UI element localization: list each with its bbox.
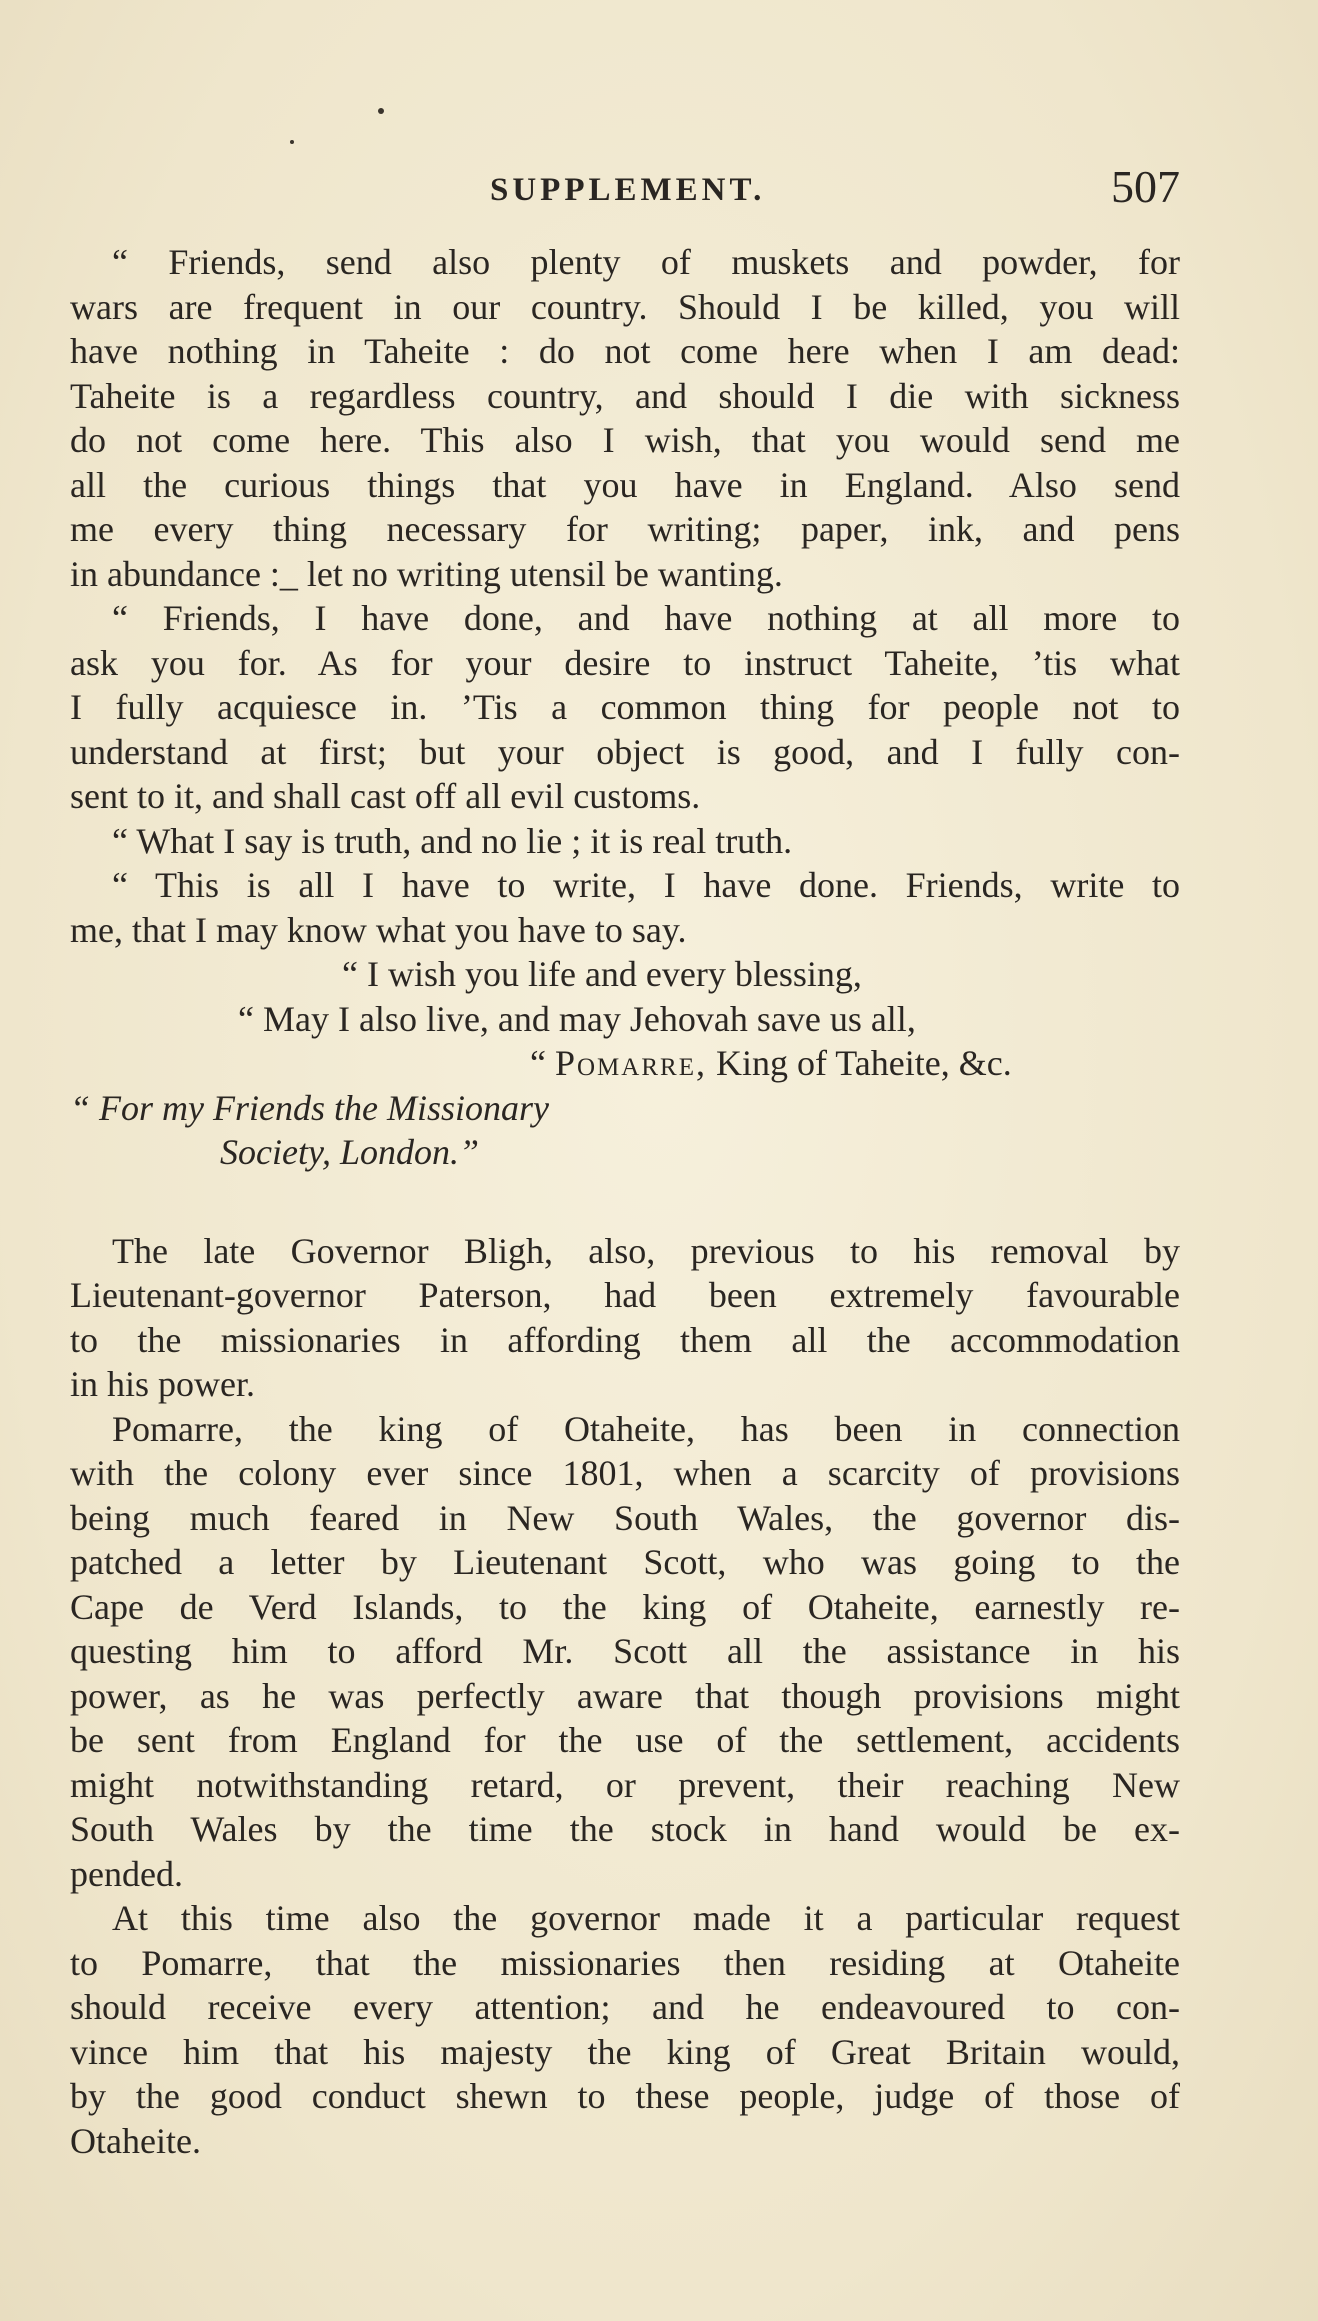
letter-address-2: Society, London.” [220,1132,479,1172]
text-line: “ Friends, send also plenty of muskets and powder, for [112,242,1180,282]
text-line: to the missionaries in affording them all the accommodation [70,1319,1180,1360]
text-line: should receive every attention; and he endeavoured to con- [70,1987,1180,2027]
text-line: have nothing in Taheite : do not come here when I am dead: [70,331,1180,371]
text-line: “ Friends, I have done, and have nothing at all more to [112,598,1180,638]
text-line: Taheite is a regardless country, and should I die with sickness [70,375,1180,416]
letter-signature [70,1041,1180,1086]
letter-paragraph-1 [70,240,1180,596]
text-line: Lieutenant-governor Paterson, had been extremely favourable [70,1275,1180,1315]
text-line: Pomarre, the king of Otaheite, has been in connection [112,1408,1180,1449]
signature-name: Pomarre, [554,1043,707,1083]
narrative-paragraph-1 [70,1229,1180,1407]
closing-wish-1: “ I wish you life and every blessing, [342,954,862,994]
text-line: pended. [70,1853,183,1894]
text-line: At this time also the governor made it a particular request [112,1898,1180,1938]
text-line: patched a letter by Lieutenant Scott, who was going to the [70,1542,1180,1582]
text-line: with the colony ever since 1801, when a scarcity of provisions [70,1453,1180,1493]
text-line: vince him that his majesty the king of Great Britain would, [70,2031,1180,2072]
letter-paragraph-3: “ What I say is truth, and no lie ; it is real truth. [112,820,793,861]
letter-address-1: “ For my Friends the Missionary [70,1087,549,1128]
text-line: might notwithstanding retard, or prevent, their reaching New [70,1764,1180,1805]
text-line: Cape de Verd Islands, to the king of Otaheite, earnestly re- [70,1586,1180,1627]
text-line: all the curious things that you have in England. Also send [70,464,1180,505]
narrative-paragraph-3 [70,1896,1180,2163]
signature-quote: “ [530,1043,546,1083]
narrative-paragraph-2 [70,1407,1180,1897]
ink-speck [290,140,294,144]
running-head: SUPPLEMENT. [490,172,766,208]
text-line: The late Governor Bligh, also, previous to his removal by [112,1230,1180,1271]
text-line: understand at first; but your object is good, and I fully con- [70,731,1180,772]
section-gap [70,1175,1180,1229]
text-line: I fully acquiesce in. ’Tis a common thing for people not to [70,687,1180,727]
text-line: wars are frequent in our country. Should I be killed, you will [70,286,1180,327]
text-line: me every thing necessary for writing; paper, ink, and pens [70,509,1180,549]
text-line: in his power. [70,1364,255,1404]
ink-speck [378,108,384,114]
text-line: by the good conduct shewn to these people, judge of those of [70,2076,1180,2116]
text-line: sent to it, and shall cast off all evil customs. [70,776,701,816]
text-line: me, that I may know what you have to say. [70,909,687,950]
text-line: do not come here. This also I wish, that you would send me [70,420,1180,460]
letter-paragraph-2 [70,596,1180,819]
text-line: to Pomarre, that the missionaries then residing at Otaheite [70,1942,1180,1983]
text-line: power, as he was perfectly aware that though provisions might [70,1675,1180,1716]
text-line: be sent from England for the use of the settlement, accidents [70,1720,1180,1760]
text-line: being much feared in New South Wales, the governor dis- [70,1497,1180,1538]
page-body [70,240,1180,2163]
closing-wish-2: “ May I also live, and may Jehovah save us all, [238,998,916,1039]
text-line: ask you for. As for your desire to instruct Taheite, ’tis what [70,642,1180,683]
signature-title: King of Taheite, &c. [715,1043,1012,1083]
text-line: questing him to afford Mr. Scott all the assistance in his [70,1631,1180,1671]
page-header [70,160,1180,220]
text-line: Otaheite. [70,2120,201,2161]
text-line: South Wales by the time the stock in hand would be ex- [70,1809,1180,1849]
text-line: in abundance :_ let no writing utensil be wanting. [70,553,783,594]
text-line: “ This is all I have to write, I have done. Friends, write to [112,865,1180,905]
letter-paragraph-4 [70,863,1180,952]
page-number: 507 [1111,161,1180,212]
